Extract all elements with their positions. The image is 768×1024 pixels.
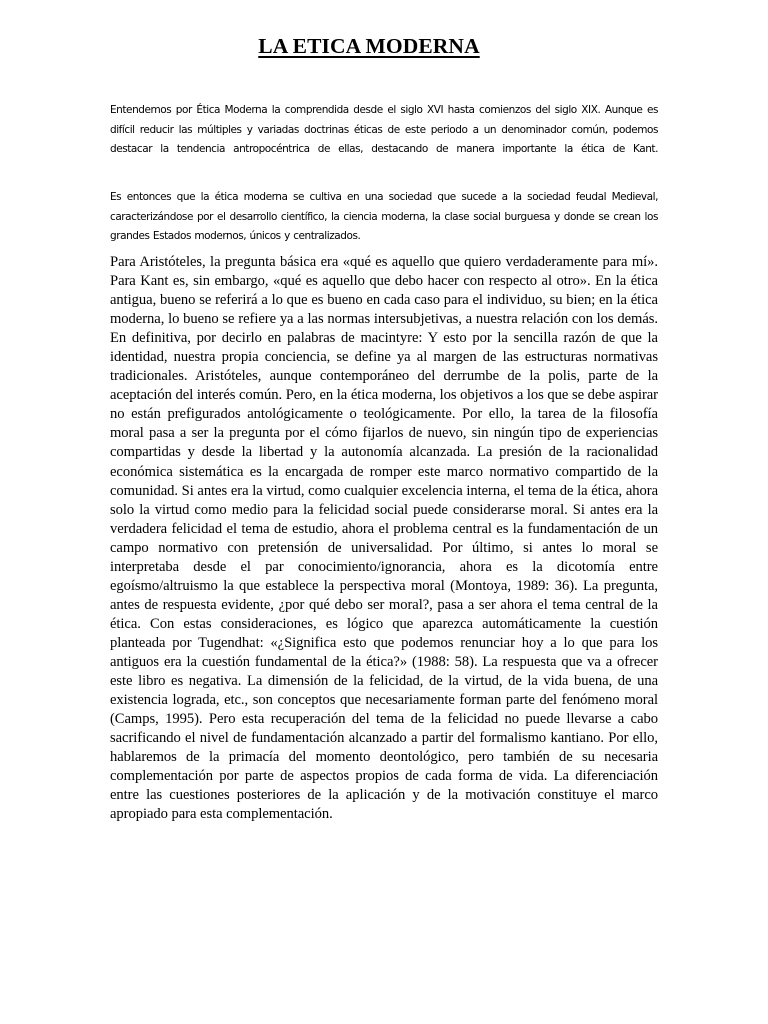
intro-paragraph-2: Es entonces que la ética moderna se cultiva en una sociedad que sucede a la sociedad feudal Medieval, caracterizándose por el desarrollo científico, la ciencia moderna, la clase social burguesa y donde se crean los grandes Estados modernos, únicos y centralizados. [110,191,658,242]
document-title: LA ETICA MODERNA [258,34,480,58]
intro-paragraph-1: Entendemos por Ética Moderna la comprendida desde el siglo XVI hasta comienzos del siglo XIX. Aunque es difícil reducir las múltiples y variadas doctrinas éticas de este periodo a un denominador común, podemos destacar la tendencia antropocéntrica de ellas, destacando de manera importante la ética de Kant. [110,104,658,155]
body-paragraph: Para Aristóteles, la pregunta básica era «qué es aquello que quiero verdaderamente para mí». Para Kant es, sin embargo, «qué es aquello que debo hacer con respecto al otro». En la ética antigua, bueno se referirá a lo que es bueno en cada caso para el individuo, su bien; en la ética moderna, lo bueno se refiere ya a las normas intersubjetivas, a nuestra relación con los demás. En definitiva, por decirlo en palabras de macintyre: Y esto por la sencilla razón de que la identidad, nuestra propia conciencia, se define ya al margen de las estructuras normativas tradicionales. Aristóteles, aunque contemporáneo del derrumbe de la polis, parte de la aceptación del interés común. Pero, en la ética moderna, los objetivos a los que se debe aspirar no están prefigurados antológicamente o teológicamente. Por ello, la tarea de la filosofía moral pasa a ser la pregunta por el cómo fijarlos de nuevo, sin ningún tipo de experiencias compartidas y desde la libertad y la autonomía alcanzada. La presión de la racionalidad económica sistemática es la encargada de romper este marco normativo compartido de la comunidad. Si antes era la virtud, como cualquier excelencia interna, el tema de la ética, ahora solo la virtud como medio para la felicidad social puede considerarse moral. Si antes era la verdadera felicidad el tema de estudio, ahora el problema central es la fundamentación de un campo normativo con pretensión de universalidad. Por último, si antes lo moral se interpretaba desde el par conocimiento/ignorancia, ahora es la dicotomía entre egoísmo/altruismo la que establece la perspectiva moral (Montoya, 1989: 36). La pregunta, antes de respuesta evidente, ¿por qué debo ser moral?, pasa a ser ahora el tema central de la ética. Con estas consideraciones, es lógico que aparezca automáticamente la cuestión planteada por Tugendhat: «¿Significa esto que podemos renunciar hoy a lo que para los antiguos era la cuestión fundamental de la ética?» (1988: 58). La respuesta que va a ofrecer este libro es negativa. La dimensión de la felicidad, de la virtud, de la vida buena, de una existencia lograda, etc., son conceptos que necesariamente forman parte del fenómeno moral (Camps, 1995). Pero esta recuperación del tema de la felicidad no puede llevarse a cabo sacrificando el nivel de fundamentación alcanzado a partir del formalismo kantiano. Por ello, hablaremos de la primacía del momento deontológico, pero también de su necesaria complementación por parte de aspectos propios de cada forma de vida. La diferenciación entre las cuestiones posteriores de la aplicación y de la motivación constituye el marco apropiado para esta complementación. [110,254,658,823]
